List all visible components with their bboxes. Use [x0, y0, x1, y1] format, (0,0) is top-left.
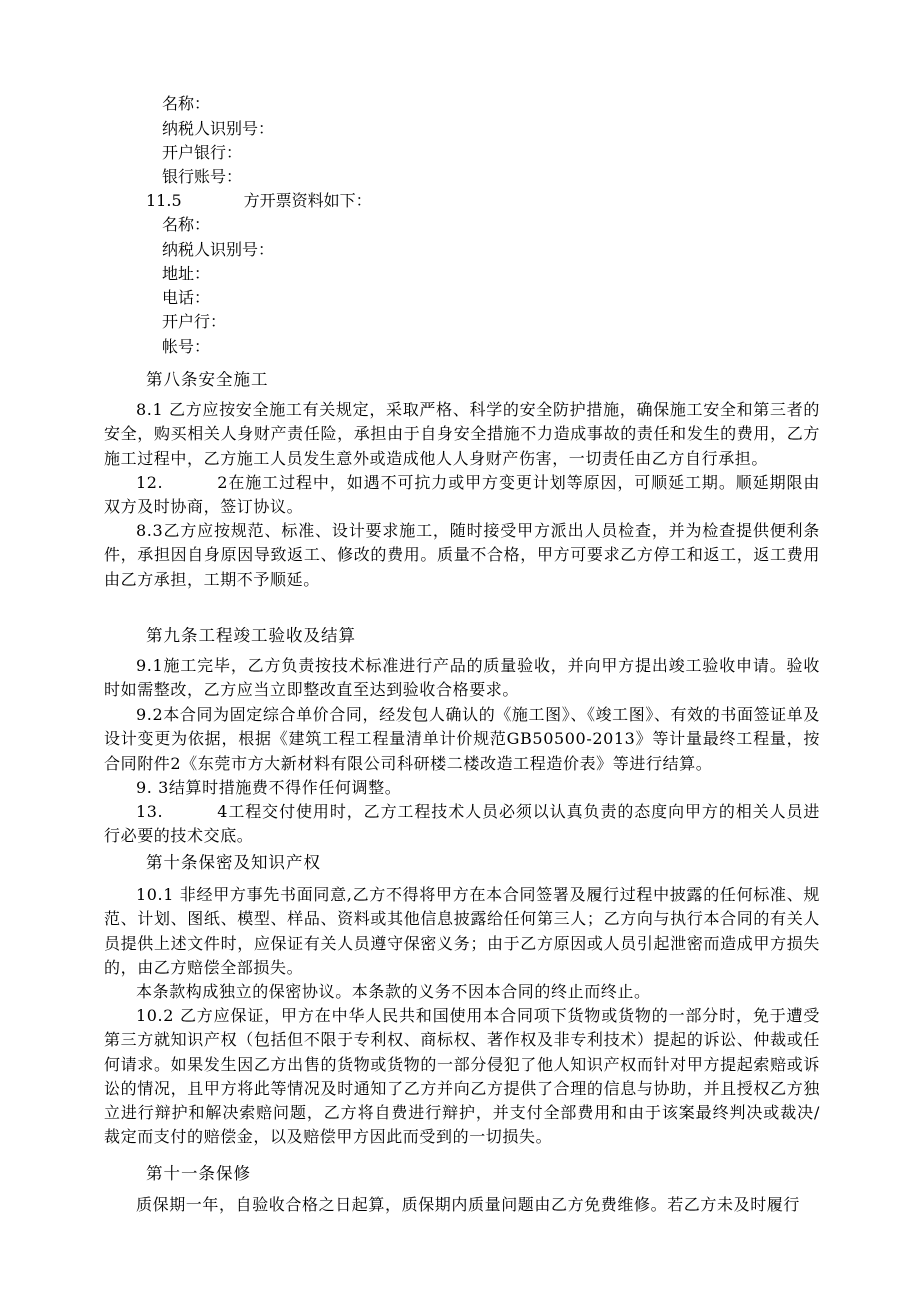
article10-clause-1-note: 本条款构成独立的保密协议。本条款的义务不因本合同的终止而终止。 — [136, 982, 651, 1001]
article8-clause-2-number: 12. — [136, 473, 164, 492]
invoice-b-field-taxid: 纳税人识别号： — [162, 240, 275, 259]
article11-title: 第十一条保修 — [146, 1164, 251, 1183]
article9-clause-4 — [104, 800, 820, 849]
invoice-a-field-taxid: 纳税人识别号： — [162, 119, 275, 138]
invoice-a-field-name: 名称： — [162, 94, 211, 113]
article8-clause-2 — [104, 471, 820, 520]
article8-clause-2-text: 2在施工过程中，如遇不可抗力或甲方变更计划等原因，可顺延工期。顺延期限由双方及时协商，签订协议。 — [104, 473, 820, 517]
invoice-b-field-address: 地址： — [162, 264, 211, 283]
article9-clause-1: 9.1施工完毕，乙方负责按技术标准进行产品的质量验收，并向甲方提出竣工验收申请。验收时如需整改，乙方应当立即整改直至达到验收合格要求。 — [104, 656, 820, 700]
invoice-a-field-bank: 开户银行： — [162, 143, 243, 162]
article9-clause-4-text: 4工程交付使用时，乙方工程技术人员必须以认真负责的态度向甲方的相关人员进行必要的技术交底。 — [104, 802, 820, 846]
article8-title: 第八条安全施工 — [146, 370, 269, 389]
article8-clause-1: 8.1 乙方应按安全施工有关规定，采取严格、科学的安全防护措施，确保施工安全和第三者的安全，购买相关人身财产责任险，承担由于自身安全措施不力造成事故的责任和发生的费用，乙方施工过程中，乙方施工人员发生意外或造成他人人身财产伤害，一切责任由乙方自行承担。 — [104, 400, 820, 468]
invoice-b-field-name: 名称： — [162, 215, 211, 234]
invoice-a-field-account: 银行账号： — [162, 167, 243, 186]
invoice-b-heading — [146, 189, 372, 213]
article8-clause-3: 8.3乙方应按规范、标准、设计要求施工，随时接受甲方派出人员检查，并为检查提供便利条件，承担因自身原因导致返工、修改的费用。质量不合格，甲方可要求乙方停工和返工，返工费用由乙方承担，工期不予顺延。 — [104, 521, 820, 589]
invoice-b-field-phone: 电话： — [162, 288, 211, 307]
article9-clause-3: 9. 3结算时措施费不得作任何调整。 — [136, 778, 402, 797]
invoice-b-heading-number: 11.5 — [146, 191, 182, 210]
article9-clause-2: 9.2本合同为固定综合单价合同，经发包人确认的《施工图》、《竣工图》、有效的书面签证单及设计变更为依据，根据《建筑工程工程量清单计价规范GB50500-2013》等计量最终工程量，按合同附件2《东莞市方大新材料有限公司科研楼二楼改造工程造价表》等进行结算。 — [104, 705, 820, 773]
article11-clause-1: 质保期一年，自验收合格之日起算，质保期内质量问题由乙方免费维修。若乙方未及时履行 — [136, 1195, 801, 1214]
article9-title: 第九条工程竣工验收及结算 — [146, 626, 356, 645]
article9-clause-4-number: 13. — [136, 802, 164, 821]
invoice-b-heading-text: 方开票资料如下： — [243, 191, 372, 210]
invoice-b-field-account: 帐号： — [162, 337, 211, 356]
article10-clause-2: 10.2 乙方应保证，甲方在中华人民共和国使用本合同项下货物或货物的一部分时，免于遭受第三方就知识产权（包括但不限于专利权、商标权、著作权及非专利技术）提起的诉讼、仲裁或任何请求。如果发生因乙方出售的货物或货物的一部分侵犯了他人知识产权而针对甲方提起索赔或诉讼的情况，且甲方将此等情况及时通知了乙方并向乙方提供了合理的信息与协助，并且授权乙方独立进行辩护和解决索赔问题，乙方将自费进行辩护，并支付全部费用和由于该案最终判决或裁决/裁定而支付的赔偿金，以及赔偿甲方因此而受到的一切损失。 — [104, 1006, 820, 1147]
article10-title: 第十条保密及知识产权 — [146, 853, 321, 872]
article10-clause-1: 10.1 非经甲方事先书面同意,乙方不得将甲方在本合同签署及履行过程中披露的任何标准、规范、计划、图纸、模型、样品、资料或其他信息披露给任何第三人；乙方向与执行本合同的有关人员提供上述文件时，应保证有关人员遵守保密义务；由于乙方原因或人员引起泄密而造成甲方损失的，由乙方赔偿全部损失。 — [104, 885, 820, 977]
invoice-b-field-bank: 开户行： — [162, 312, 227, 331]
